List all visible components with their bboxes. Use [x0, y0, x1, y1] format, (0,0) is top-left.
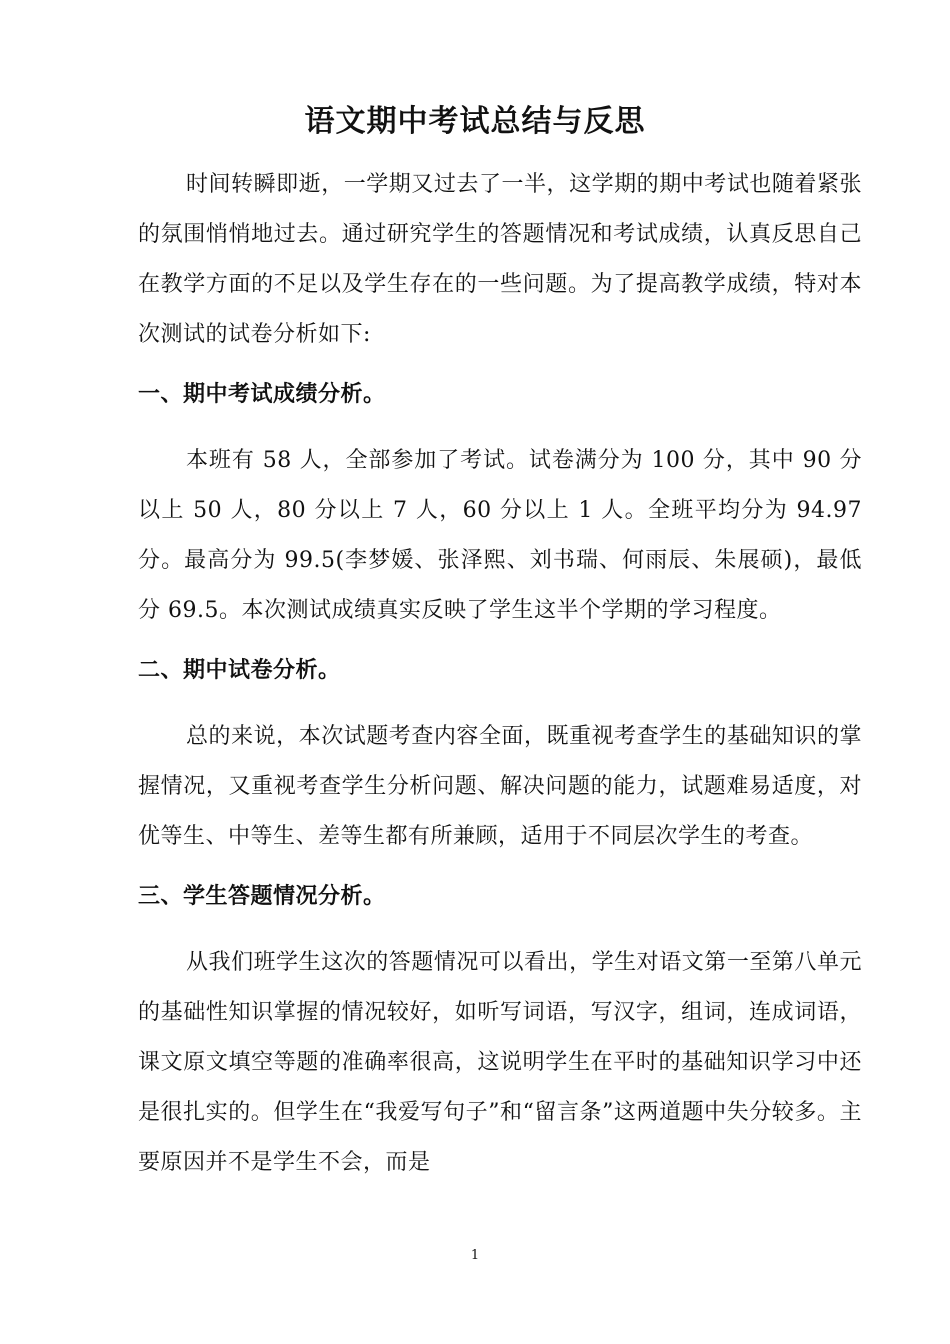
- section-answer-analysis: [138, 872, 862, 1188]
- section-score-analysis: [138, 370, 862, 636]
- section-heading-1: 一、期中考试成绩分析。: [138, 382, 386, 407]
- document-title: 语文期中考试总结与反思: [304, 104, 646, 139]
- page-number: 1: [470, 1248, 480, 1263]
- intro-paragraph: 时间转瞬即逝，一学期又过去了一半，这学期的期中考试也随着紧张的氛围悄悄地过去。通过研究学生的答题情况和考试成绩，认真反思自己在教学方面的不足以及学生存在的一些问题。为了提高教学成绩，特对本次测试的试卷分析如下:: [138, 172, 862, 347]
- section-body-2: 总的来说，本次试题考查内容全面，既重视考查学生的基础知识的掌握情况，又重视考查学生分析问题、解决问题的能力，试题难易适度，对优等生、中等生、差等生都有所兼顾，适用于不同层次学生的考查。: [138, 724, 862, 849]
- section-body-3: 从我们班学生这次的答题情况可以看出，学生对语文第一至第八单元的基础性知识掌握的情况较好，如听写词语，写汉字，组词，连成词语，课文原文填空等题的准确率很高，这说明学生在平时的基础知识学习中还是很扎实的。但学生在“我爱写句子”和“留言条”这两道题中失分较多。主要原因并不是学生不会，而是: [138, 950, 862, 1175]
- document-content: [138, 160, 862, 1188]
- section-heading-3: 三、学生答题情况分析。: [138, 884, 386, 909]
- section-paper-analysis: [138, 646, 862, 862]
- section-body-1: 本班有 58 人，全部参加了考试。试卷满分为 100 分，其中 90 分以上 50 人，80 分以上 7 人，60 分以上 1 人。全班平均分为 94.97 分。最高分为 99.5(李梦媛、张泽熙、刘书瑞、何雨辰、朱展硕)，最低分 69.5。本次测试成绩真实反映了学生这半个学期的学习程度。: [138, 448, 862, 623]
- section-heading-2: 二、期中试卷分析。: [138, 658, 341, 683]
